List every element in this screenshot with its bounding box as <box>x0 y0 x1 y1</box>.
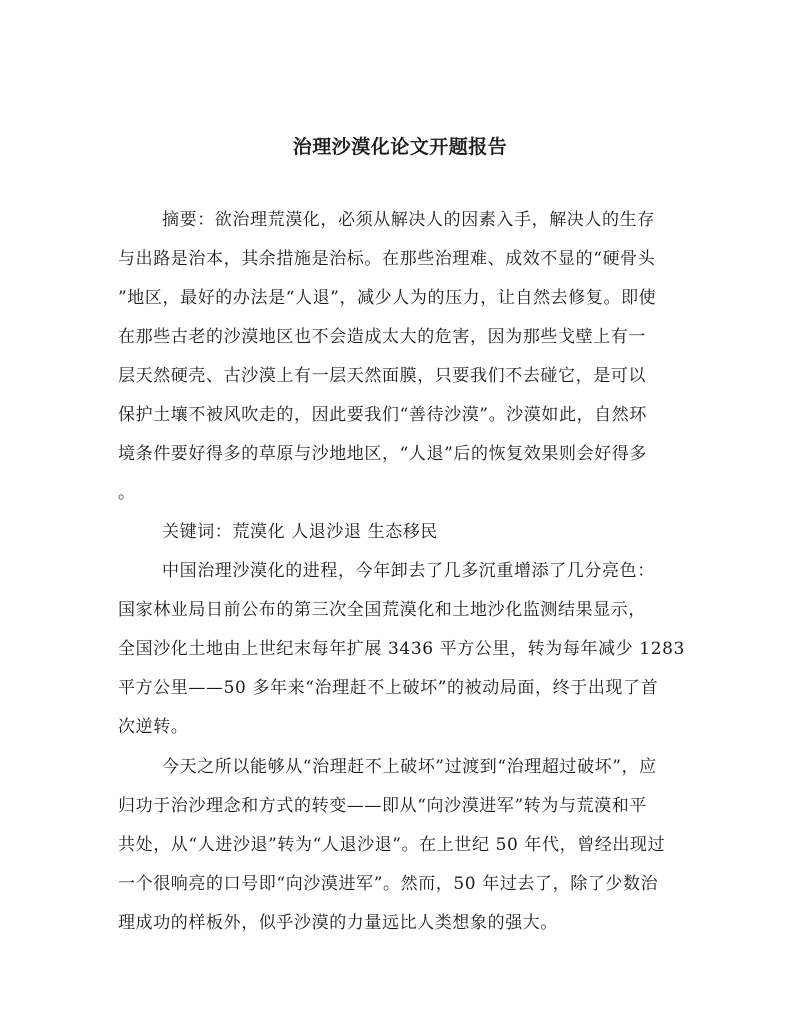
keywords-line: 关键词：荒漠化 人退沙退 生态移民 <box>162 522 439 542</box>
abstract-line: 保护土壤不被风吹走的，因此要我们“善待沙漠”。沙漠如此，自然环 <box>118 405 647 425</box>
paragraph-line: 归功于治沙理念和方式的转变——即从“向沙漠进军”转为与荒漠和平 <box>118 796 647 816</box>
paragraph-line: 中国治理沙漠化的进程，今年卸去了几多沉重增添了几分亮色： <box>162 561 655 581</box>
paragraph-line: 共处，从“人进沙退”转为“人退沙退”。在上世纪 50 年代，曾经出现过 <box>118 835 666 855</box>
document-title: 治理沙漠化论文开题报告 <box>292 136 508 158</box>
abstract-line: 摘要：欲治理荒漠化，必须从解决人的因素入手，解决人的生存 <box>162 210 655 230</box>
abstract-line: ”地区，最好的办法是“人退”，减少人为的压力，让自然去修复。即使 <box>118 288 657 308</box>
paragraph-line: 一个很响亮的口号即“向沙漠进军”。然而，50 年过去了，除了少数治 <box>118 874 659 894</box>
abstract-line: 境条件要好得多的草原与沙地地区，“人退”后的恢复效果则会好得多 <box>118 444 647 464</box>
abstract-line: 与出路是治本，其余措施是治标。在那些治理难、成效不显的“硬骨头 <box>118 249 656 269</box>
abstract-line: 。 <box>118 483 136 503</box>
abstract-line: 层天然硬壳、古沙漠上有一层天然面膜，只要我们不去碰它，是可以 <box>118 366 646 386</box>
paragraph-line: 全国沙化土地由上世纪末每年扩展 3436 平方公里，转为每年减少 1283 <box>118 639 685 659</box>
paragraph-line: 国家林业局日前公布的第三次全国荒漠化和土地沙化监测结果显示， <box>118 600 646 620</box>
paragraph-line: 平方公里——50 多年来“治理赶不上破坏”的被动局面，终于出现了首 <box>118 678 659 698</box>
abstract-line: 在那些古老的沙漠地区也不会造成太大的危害，因为那些戈壁上有一 <box>118 327 646 347</box>
paragraph-line: 理成功的样板外，似乎沙漠的力量远比人类想象的强大。 <box>118 913 558 933</box>
paragraph-line: 次逆转。 <box>118 717 189 737</box>
paragraph-line: 今天之所以能够从“治理赶不上破坏”过渡到“治理超过破坏”，应 <box>162 757 657 777</box>
